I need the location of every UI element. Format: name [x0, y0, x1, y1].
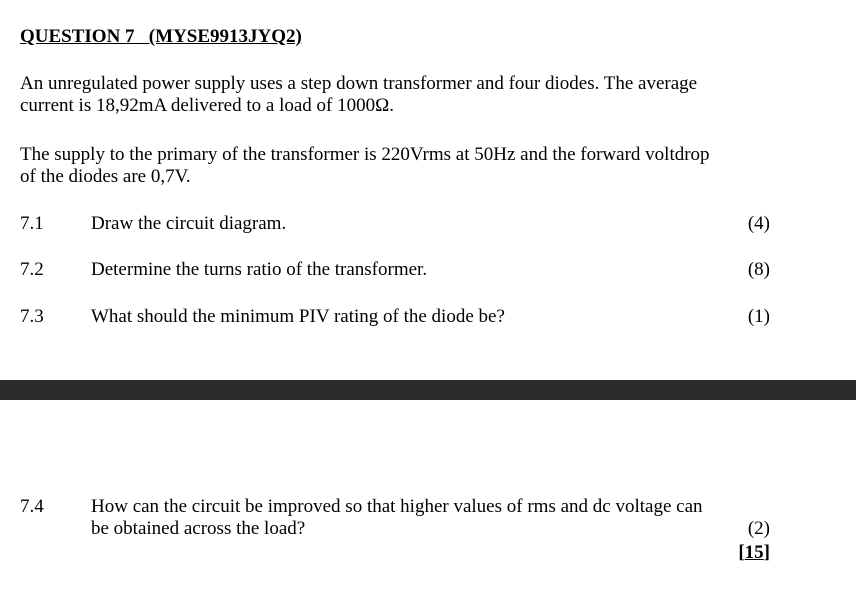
subquestion-marks: (4) [747, 213, 770, 234]
subquestion-text: What should the minimum PIV rating of the diode be? [91, 306, 505, 327]
subquestion-marks: (2) [747, 518, 770, 539]
question-heading: QUESTION 7 (MYSE9913JYQ2) [20, 26, 302, 47]
subquestion-text: Determine the turns ratio of the transformer. [91, 259, 428, 280]
subquestion-text-line-1: How can the circuit be improved so that higher values of rms and dc voltage can [91, 496, 703, 517]
supply-line-1: The supply to the primary of the transformer is 220Vrms at 50Hz and the forward voltdrop [20, 144, 710, 165]
subquestion-text [91, 496, 751, 540]
intro-line-2: current is 18,92mA delivered to a load of 1000Ω. [20, 95, 394, 116]
intro-line-1: An unregulated power supply uses a step down transformer and four diodes. The average [20, 73, 698, 94]
subquestion-number: 7.4 [20, 496, 44, 517]
supply-line-2: of the diodes are 0,7V. [20, 166, 191, 187]
total-bracket-close: ] [763, 542, 770, 563]
subquestion-number: 7.3 [20, 306, 44, 327]
total-value: 15 [744, 542, 764, 563]
subquestion-marks: (1) [747, 306, 770, 327]
page-divider-bar [0, 380, 856, 400]
subquestion-number: 7.2 [20, 259, 44, 280]
subquestion-marks: (8) [747, 259, 770, 280]
subquestion-text: Draw the circuit diagram. [91, 213, 287, 234]
total-marks [738, 542, 770, 564]
subquestion-number: 7.1 [20, 213, 44, 234]
supply-paragraph [20, 144, 780, 188]
subquestion-text-line-2: be obtained across the load? [91, 518, 306, 539]
total-bracket-open: [ [738, 542, 745, 563]
intro-paragraph [20, 73, 780, 117]
